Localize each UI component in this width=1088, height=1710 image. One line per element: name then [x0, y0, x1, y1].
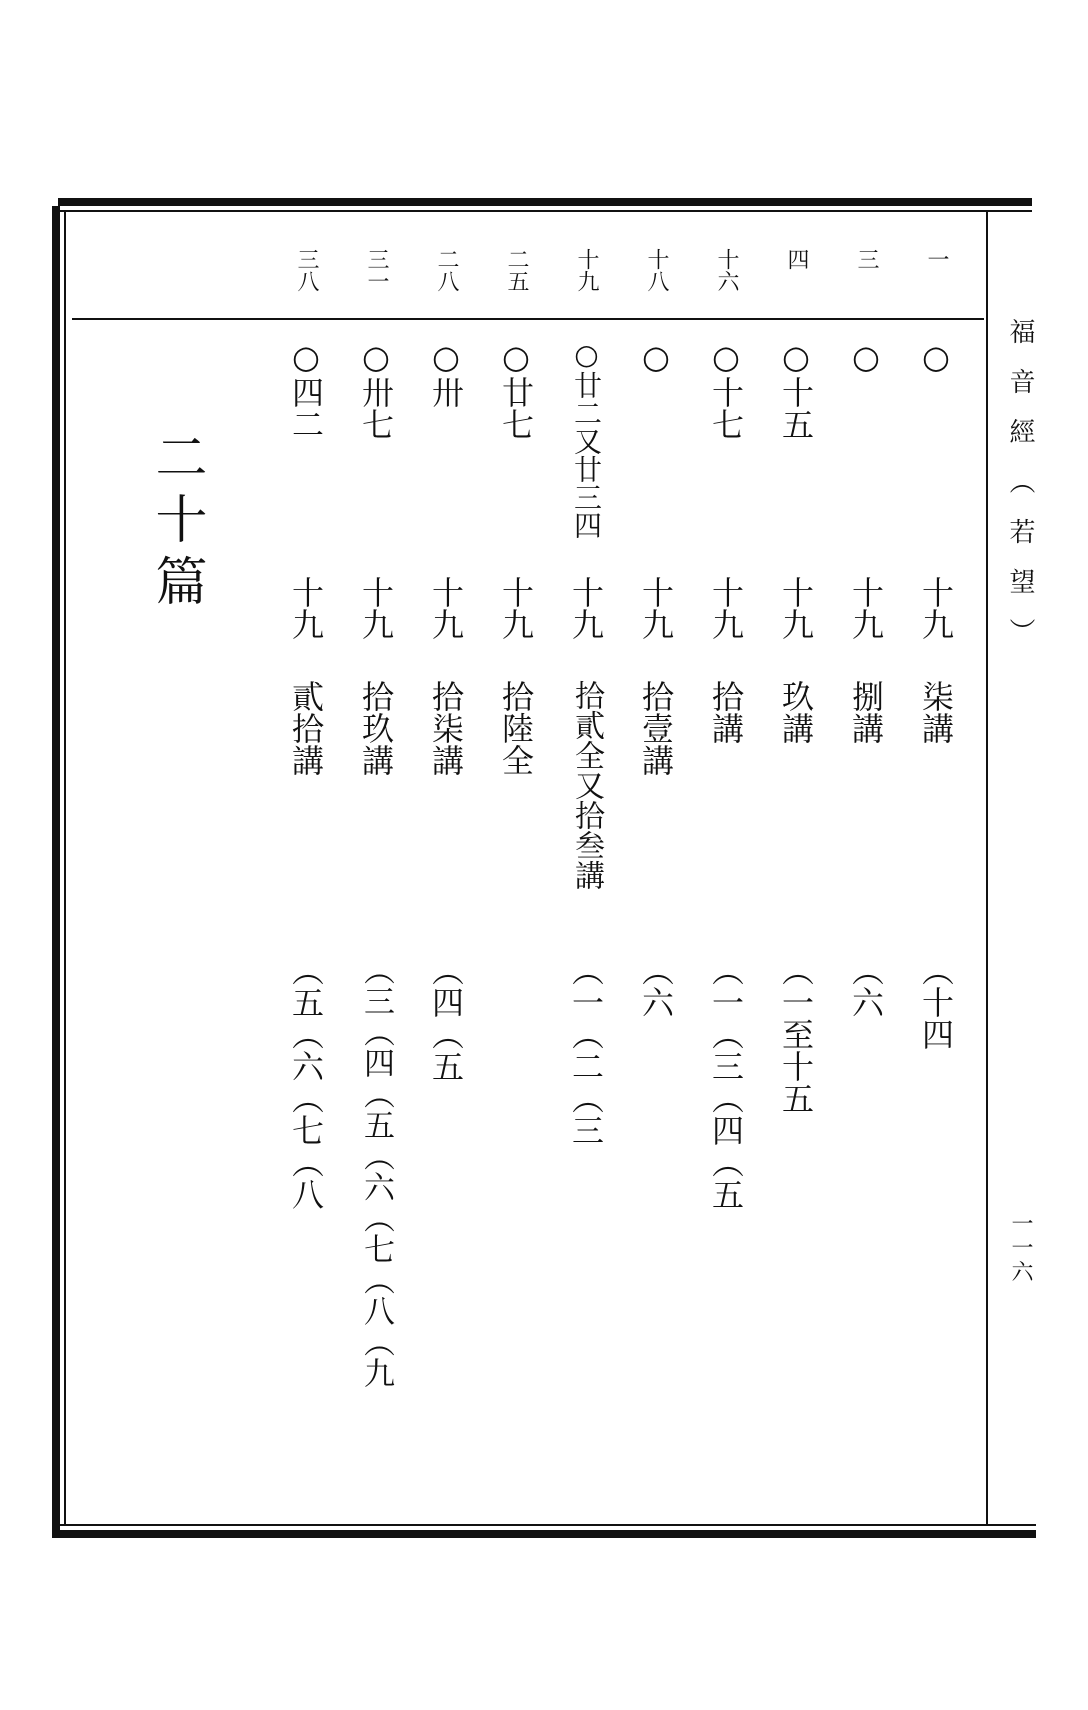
entry-column	[278, 240, 334, 1500]
entry-column	[838, 240, 894, 1500]
sermon-series: 十九	[777, 576, 815, 640]
verse-range: ○廿二又廿三四	[570, 338, 603, 539]
verse-references: （十四	[917, 954, 955, 1050]
verse-range: ○卅七	[357, 338, 395, 440]
chapter-number: 四	[784, 248, 809, 270]
verse-references: （一（三（四（五	[707, 954, 745, 1210]
verse-references: （四（五	[427, 954, 465, 1082]
verse-range: ○十七	[707, 338, 745, 440]
sermon-series: 十九	[847, 576, 885, 640]
sermon-series: 十九	[497, 576, 535, 640]
left-border-thick	[52, 206, 60, 1532]
entry-column	[698, 240, 754, 1500]
chapter-number: 二五	[504, 248, 529, 292]
chapter-number: 十六	[714, 248, 739, 292]
sermon-series: 十九	[707, 576, 745, 640]
entry-column	[628, 240, 684, 1500]
sermon-series: 十九	[427, 576, 465, 640]
entry-column	[768, 240, 824, 1500]
lecture-number: 拾陸全	[497, 680, 535, 776]
lecture-number: 拾壹講	[637, 680, 675, 776]
verse-range: ○十五	[777, 338, 815, 440]
bottom-border-thin	[52, 1524, 1036, 1526]
page-number: 一一六	[1008, 1212, 1033, 1284]
margin-divider	[986, 212, 988, 1524]
verse-range: ○廿七	[497, 338, 535, 440]
chapter-number: 二八	[434, 248, 459, 292]
verse-references: （六	[847, 954, 885, 1018]
sermon-series: 十九	[357, 576, 395, 640]
sermon-series: 十九	[917, 576, 955, 640]
chapter-number: 三一	[364, 248, 389, 292]
entry-column	[908, 240, 964, 1500]
lecture-number: 拾柒講	[427, 680, 465, 776]
chapter-number: 十八	[644, 248, 669, 292]
entry-column	[418, 240, 474, 1500]
lecture-number: 捌講	[847, 680, 885, 744]
sermon-series: 十九	[287, 576, 325, 640]
lecture-number: 貳拾講	[287, 680, 325, 776]
verse-range: ○四二	[287, 338, 325, 440]
lecture-number: 拾講	[707, 680, 745, 744]
verse-range: ○	[637, 338, 675, 376]
bottom-border-thick	[52, 1530, 1036, 1538]
verse-references: （三（四（五（六（七（八（九	[358, 954, 394, 1388]
top-border-thick	[58, 198, 1032, 206]
verse-range: ○卅	[427, 338, 465, 408]
sermon-series: 十九	[567, 576, 605, 640]
top-border-thin	[58, 210, 1032, 212]
lecture-number: 玖講	[777, 680, 815, 744]
lecture-number: 柒講	[917, 680, 955, 744]
entry-column	[558, 240, 614, 1500]
section-title: 二十篇	[146, 430, 206, 616]
lecture-number: 拾玖講	[357, 680, 395, 776]
verse-references: （五（六（七（八	[287, 954, 325, 1210]
sermon-series: 十九	[637, 576, 675, 640]
entry-column	[348, 240, 404, 1500]
chapter-number: 一	[924, 248, 949, 270]
lecture-number: 拾貳全又拾叁講	[569, 680, 604, 890]
chapter-number: 三八	[294, 248, 319, 292]
verse-range: ○	[917, 338, 955, 376]
chapter-number: 三	[854, 248, 879, 270]
verse-range: ○	[847, 338, 885, 376]
verse-references: （六	[637, 954, 675, 1018]
entry-column	[488, 240, 544, 1500]
verse-references: （一至十五	[777, 954, 815, 1114]
left-border-thin	[64, 212, 66, 1524]
running-head: 福音經（若望）	[1005, 318, 1035, 668]
chapter-number: 十九	[574, 248, 599, 292]
verse-references: （一（二（三	[567, 954, 605, 1146]
